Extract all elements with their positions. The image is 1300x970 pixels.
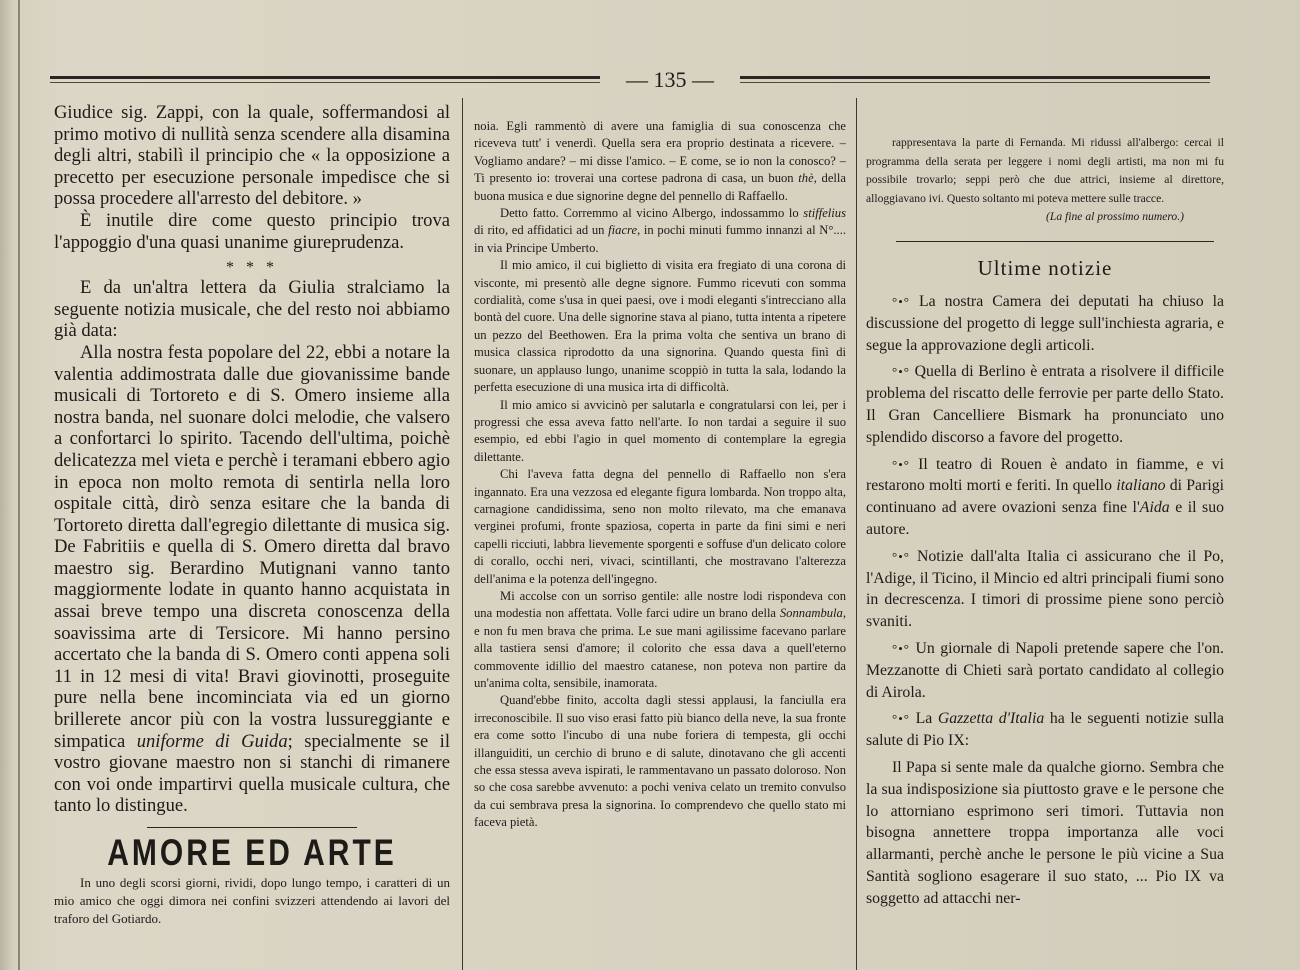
news-item-text: ha le seguenti notizie sulla salute di Pio IX: [866,710,1224,750]
col2-p1-text-b: , della buona musica e due signorine degne del pennello di Raffaello. [474,171,846,203]
section-rule [147,827,357,828]
col2-paragraph-3: Il mio amico, il cui biglietto di visita era fregiato di una corona di visconte, mi presentò alle degne signore. Fummo ricevuti con somma cordialità, come s'usa in quei paesi, ove i modi eleganti s'intrecciano alla bontà del cuore. Una delle signorine stava al piano, tutta intenta a ripetere un pezzo del Beethowen. Era la prima volta che sentiva un brano di musica classica riprodotto da una signorina. Quando questa finì di suonare, un applauso lungo, unanime scoppiò in tutta la sala, lodando la perfetta esecuzione di una musica irta di difficoltà. [474,258,846,395]
col1-letter-text-a: Alla nostra festa popolare del 22, ebbi a notare la valentia addimostrata dalle due giovanissime bande musicali di Tortoreto e di S. Omero insieme alla nostra banda, nel suonare dolci melodie, che valsero a confortarci lo spirito. Tacendo dell'ultima, poichè delicatezza mel vieta e perchè i teramani ebbero agio in epoca non molto remota di sentirla nella loro ospitale città, dirò senza esitare che la banda di Tortoreto diretta dall'egregio dilettante di musica sig. De Fabritiis e quella di S. Omero diretta dal bravo maestro sig. Berardino Mutignani vanno tanto maggiormente lodate in quanto hanno acquistata in assai breve tempo una discreta conoscenza della soavissima arte di Tersicore. Mi hanno persino accertato che la banda di S. Omero conti appena soli 11 in 12 mesi di vita! Bravi giovinotti, proseguite pure nella bene incominciata via ed un giorno brillerete ancor più con la vostra lussureggiante e simpatica [54,341,450,752]
col2-paragraph-7: Quand'ebbe finito, accolta dagli stessi applausi, la fanciulla era irreconoscibile. Il suo viso erasi fatto più bianco della neve, la sua fronte era come sotto l'incubo di una nube foriera di tempesta, gli occhi illanguiditi, un cerchio di bruno e di salute, dinotavano che gli accenti che essa stessa aveva ispirati, le rammentavano un passato doloroso. Non so che cosa sarebbe avvenuto: a pochi veniva celato un tremito convulso da cui sembrava presa la signorina. Io comprendevo che quello stato mi faceva pietà. [474,693,846,830]
news-item [866,454,1224,541]
column-1 [54,102,450,970]
section-separator-stars: * * * [226,259,278,277]
news-item-text: Quella di Berlino è entrata a risolvere il difficile problema del riscatto delle ferrovie per parte dello Stato. Il Gran Cancelliere Bismark ha pronunciato uno splendido discorso a favore del progetto. [866,363,1224,446]
news-bullet: °•° [892,548,910,564]
col2-paragraph-6 [474,588,846,692]
news-item-text: Un giornale di Napoli pretende sapere che l'on. Mezzanotte di Chieti sarà portato candidato al collegio di Airola. [866,639,1224,701]
col1-opening-paragraph: Giudice sig. Zappi, con la quale, soffermandosi al primo motivo di nullità senza scendere alla disamina degli altri, stabilì il principio che « la opposizione a precetto per esecuzione personale impedisce che si possa procedere all'arresto del debitore. » [54,102,450,210]
col2-p2-text-b: di rito, ed affidatici ad un [474,223,605,238]
col2-p2-italic-2: fiacre [608,223,638,238]
column-divider-2 [856,98,857,970]
col1-paragraph-2: È inutile dire come questo principio trova l'appoggio d'una quasi unanime giureprudenza. [54,209,450,253]
news-item-text: di Parigi continuano ad avere ovazioni senza fine l' [866,477,1224,517]
col2-p1-text-a: noia. Egli rammentò di avere una famiglia di sua conoscenza che riceveva tutt' i venerdì. Quella sera era proprio destinata a ricevere. – Vogliamo andare? – mi disse l'amico. – E come, se io non la conosco? – Ti presento io: troverai una cortese padrona di casa, un buon [474,119,846,186]
col1-letter-paragraph [54,342,450,817]
col2-p6-text-a: Mi accolse con un sorriso gentile: alle nostre lodi rispondeva con una modestia non affettata. Volle farci udire un brano della [474,588,846,621]
col2-paragraph-4: Il mio amico si avvicinò per salutarla e congratularsi con lei, per i progressi che essa aveva fatto nell'arte. Io non tardai a seguire il suo esempio, ed ebbi l'agio in quel momento di contemplare la egregia dilettante. [474,397,846,464]
news-item-italic: italiano [1116,477,1166,495]
news-bullet: °•° [892,640,910,656]
news-quote: Il Papa si sente male da qualche giorno. Sembra che la sua indisposizione sia piuttosto grave e le persone che lo attorniano esprimono seri timori. Tuttavia non bisogna annettere troppa importanza alle voci allarmanti, perchè anche le persone le più vicine a Sua Santità sogliono esagerare il suo stato, ... Pio IX va soggetto ad attacchi ner- [866,758,1224,907]
story-heading: AMORE ED ARTE [107,832,397,874]
col2-paragraph-5: Chi l'aveva fatta degna del pennello di Raffaello non s'era ingannato. Era una vezzosa ed elegante figura lombarda. Non troppo alta, carnagione candidissima, seno non molto rilevato, ma che emanava verginei profumi, fronte spaziosa, coperta in parte da fini simi e neri capelli ricciuti, labbra lievemente sporgenti e soffuse d'un delicato colore di corallo, occhi neri, vivaci, scintillanti, che mostravano l'alterezza dell'anima e la potenza dell'ingegno. [474,467,846,586]
news-item [866,291,1224,356]
col2-paragraph-2 [474,205,846,257]
column-divider-1 [462,98,463,970]
col1-paragraph-3: E da un'altra lettera da Giulia stralciamo la seguente notizia musicale, che del resto noi abbiamo già data: [54,277,450,342]
page-number: — 135 — [600,66,740,94]
column-2 [474,118,846,970]
col2-p2-italic-1: stiffelius [803,206,846,221]
news-item-text: La nostra Camera dei deputati ha chiuso la discussione del progetto di legge sull'inchiesta agraria, e segue la approvazione degli articoli. [866,292,1224,354]
news-item-italic: Gazzetta d'Italia [937,710,1045,728]
col2-paragraph-1 [474,118,846,205]
news-item [866,638,1224,703]
story-continuation-note: (La fine al prossimo numero.) [1046,210,1184,224]
news-item [866,546,1224,633]
col1-letter-italic: uniforme di Guida [136,730,288,752]
news-item-text: Notizie dall'alta Italia ci assicurano che il Po, l'Adige, il Ticino, il Mincio ed altri principali fiumi sono in decrescenza. I timori di prossime piene sono perciò svaniti. [866,547,1224,631]
col2-p6-text-b: , e non fu men brava che prima. Le sue mani agilissime facevano parlare alla tastiera sensi d'amore; il colorito che essa dava a quell'eterno commovente idillio del maestro catanese, non poteva non partire da un'anima colta, sensibile, inamorata. [474,606,846,690]
news-section-rule [896,241,1214,242]
news-item-text: Il teatro di Rouen è andato in fiamme, e vi restarono molti morti e feriti. In quello [866,455,1224,495]
col2-p6-italic: Sonnambula [779,606,843,621]
column-3 [866,134,1224,970]
news-list [866,291,1224,910]
news-bullet: °•° [892,293,910,309]
col2-p1-italic: thè [798,171,814,186]
news-heading: Ultime notizie [977,255,1113,280]
page-gutter-edge [18,0,20,970]
news-item-italic: Aida [1139,499,1170,517]
news-item [866,708,1224,752]
col3-story-end: rappresentava la parte di Fernanda. Mi ridussi all'albergo: cercai il programma della serata per leggere i nomi degli artisti, ma non mi fu possibile trovarlo; seppi però che due attrici, insieme al direttore, alloggiavano ivi. Questo soltanto mi poteva mettere sulle tracce. [866,136,1224,205]
news-bullet: °•° [892,456,910,472]
news-bullet: °•° [892,364,910,380]
news-bullet: °•° [892,711,910,727]
news-item-text: La [915,710,933,728]
news-item-text: e il suo autore. [866,499,1224,538]
col2-p2-text-a: Detto fatto. Corremmo al vicino Albergo, indossammo lo [500,206,799,221]
news-item [866,361,1224,448]
story-opening-paragraph: In uno degli scorsi giorni, rividi, dopo lungo tempo, i caratteri di un mio amico che oggi dimora nei confini svizzeri attendendo ai lavori del traforo del Gotiardo. [54,874,450,926]
col2-p2-text-c: , in pochi minuti fummo innanzi al N°.... in via Principe Umberto. [474,223,846,255]
col1-letter-text-b: ; specialmente se il vostro giovane maestro non si stanchi di rimanere con voi onde impartirvi quella musicale cultura, che tanto lo distingue. [54,730,450,817]
